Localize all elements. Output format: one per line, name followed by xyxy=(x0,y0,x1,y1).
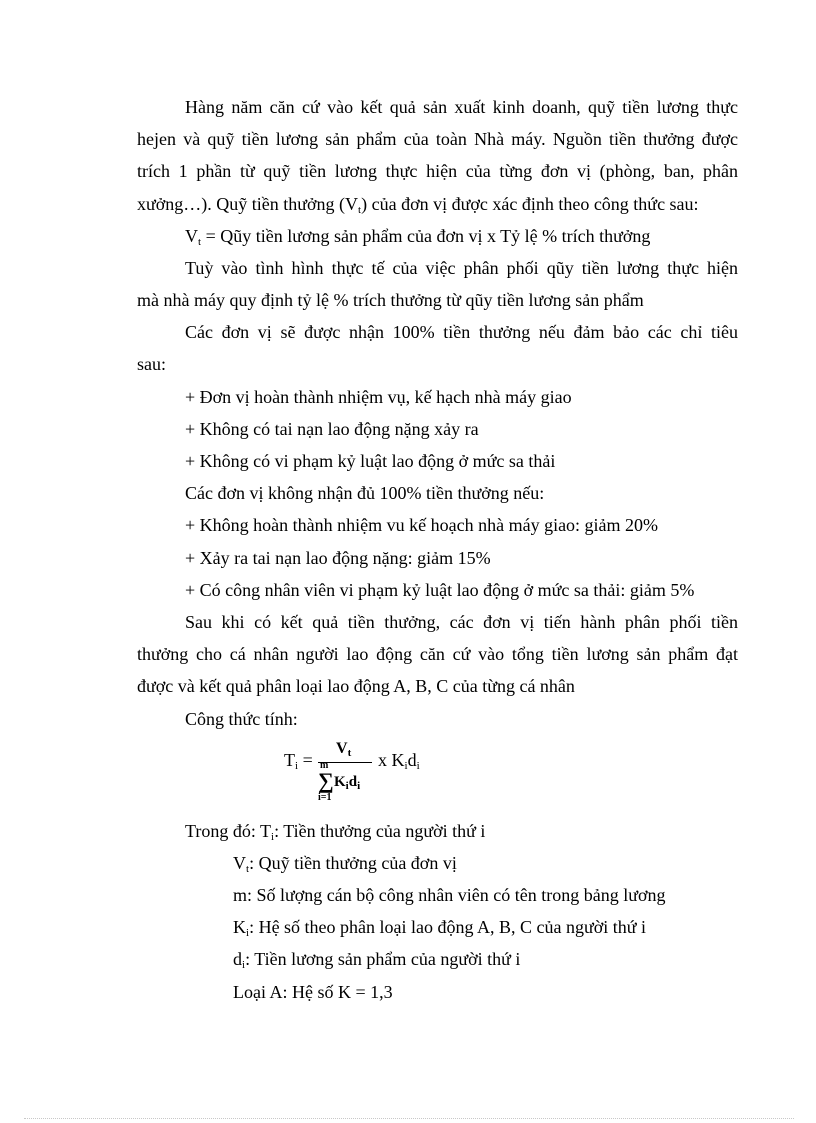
paragraph-line: hejen và quỹ tiền lương sản phẩm của toàn Nhà máy. Nguồn tiền thưởng được xyxy=(137,129,738,149)
symbol: V xyxy=(336,740,348,757)
subscript: t xyxy=(347,747,352,759)
subscript: i xyxy=(404,760,408,772)
paragraph-line: Hàng năm căn cứ vào kết quả sản xuất kinh doanh, quỹ tiền lương thực xyxy=(185,97,738,117)
page-footer-rule xyxy=(24,1118,794,1119)
formula-lhs xyxy=(284,750,313,771)
symbol: x K xyxy=(378,750,405,770)
text-span: : Hệ số theo phân loại lao động A, B, C của người thứ i xyxy=(249,917,647,937)
text-span: : Tiền thưởng của người thứ i xyxy=(274,821,486,841)
paragraph-line: được và kết quả phân loại lao động A, B, C của từng cá nhân xyxy=(137,676,575,696)
condition-item: + Không có vi phạm kỷ luật lao động ở mức sa thải xyxy=(185,451,556,471)
sigma-lower-limit: i=1 xyxy=(318,792,332,803)
subscript: t xyxy=(246,863,250,875)
subscript: i xyxy=(246,927,250,939)
formula-denominator xyxy=(318,760,378,810)
sigma-upper-limit: m xyxy=(320,760,329,771)
text-span: : Quỹ tiền thưởng của đơn vị xyxy=(249,853,457,873)
formula-label: Công thức tính: xyxy=(185,709,298,729)
subscript: i xyxy=(416,760,420,772)
paragraph-line xyxy=(137,193,699,215)
symbol: K xyxy=(233,917,246,937)
symbol: V xyxy=(233,853,246,873)
formula-rhs xyxy=(378,750,420,771)
text-span: : Số lượng cán bộ công nhân viên có tên trong bảng lương xyxy=(247,885,666,905)
subscript: i xyxy=(345,780,349,792)
symbol: d xyxy=(407,750,417,770)
text-span: Trong đó: T xyxy=(185,821,272,841)
paragraph-line: sau: xyxy=(137,354,166,374)
condition-item: + Không hoàn thành nhiệm vu kế hoạch nhà máy giao: giảm 20% xyxy=(185,515,659,535)
definition-item: Loại A: Hệ số K = 1,3 xyxy=(233,982,393,1002)
symbol: V xyxy=(185,226,198,246)
partial-intro: Các đơn vị không nhận đủ 100% tiền thưởng nếu: xyxy=(185,483,545,503)
symbol: m xyxy=(233,885,248,905)
subscript: i xyxy=(271,831,275,843)
condition-item: + Có công nhân viên vi phạm kỷ luật lao động ở mức sa thải: giảm 5% xyxy=(185,580,695,600)
definition-item xyxy=(233,916,646,938)
paragraph-line: Sau khi có kết quả tiền thưởng, các đơn vị tiến hành phân phối tiền xyxy=(185,612,738,632)
paragraph-line: thưởng cho cá nhân người lao động căn cứ vào tổng tiền lương sản phẩm đạt xyxy=(137,644,738,664)
text-span: xưởng…). Quỹ tiền thưởng (V xyxy=(137,194,359,214)
equals-sign: = xyxy=(298,750,313,770)
definition-item xyxy=(233,852,457,874)
symbol: T xyxy=(284,750,295,770)
paragraph-line: Các đơn vị sẽ được nhận 100% tiền thưởng nếu đảm bảo các chỉ tiêu xyxy=(185,322,738,342)
text-span: ) của đơn vị được xác định theo công thức sau: xyxy=(361,194,699,214)
condition-item: + Đơn vị hoàn thành nhiệm vụ, kế hạch nhà máy giao xyxy=(185,387,572,407)
text-span: = Qũy tiền lương sản phẩm của đơn vị x Tỷ lệ % trích thưởng xyxy=(201,226,651,246)
definition-item xyxy=(233,884,666,906)
symbol: d xyxy=(348,774,358,790)
subscript: i xyxy=(295,760,299,772)
formula-numerator xyxy=(336,740,351,758)
symbol: K xyxy=(334,774,346,790)
paragraph-line: Tuỳ vào tình hình thực tế của việc phân phối qũy tiền lương thực hiện xyxy=(185,258,738,278)
symbol: d xyxy=(233,949,242,969)
text-span: : Tiền lương sản phẩm của người thứ i xyxy=(245,949,521,969)
sigma-symbol: ∑ xyxy=(318,768,334,793)
definition-item xyxy=(233,948,520,970)
condition-item: + Không có tai nạn lao động nặng xảy ra xyxy=(185,419,479,439)
subscript: i xyxy=(357,780,361,792)
paragraph-line: trích 1 phần từ quỹ tiền lương thực hiện của từng đơn vị (phòng, ban, phân xyxy=(137,161,738,181)
bonus-formula xyxy=(284,740,464,810)
subscript: i xyxy=(242,959,246,971)
vt-formula-line xyxy=(185,225,650,247)
subscript: t xyxy=(358,204,362,216)
paragraph-line: mà nhà máy quy định tỷ lệ % trích thưởng từ qũy tiền lương sản phẩm xyxy=(137,290,644,310)
definition-intro xyxy=(185,820,485,842)
condition-item: + Xảy ra tai nạn lao động nặng: giảm 15% xyxy=(185,548,491,568)
subscript: t xyxy=(198,236,202,248)
denominator-term xyxy=(334,774,360,791)
